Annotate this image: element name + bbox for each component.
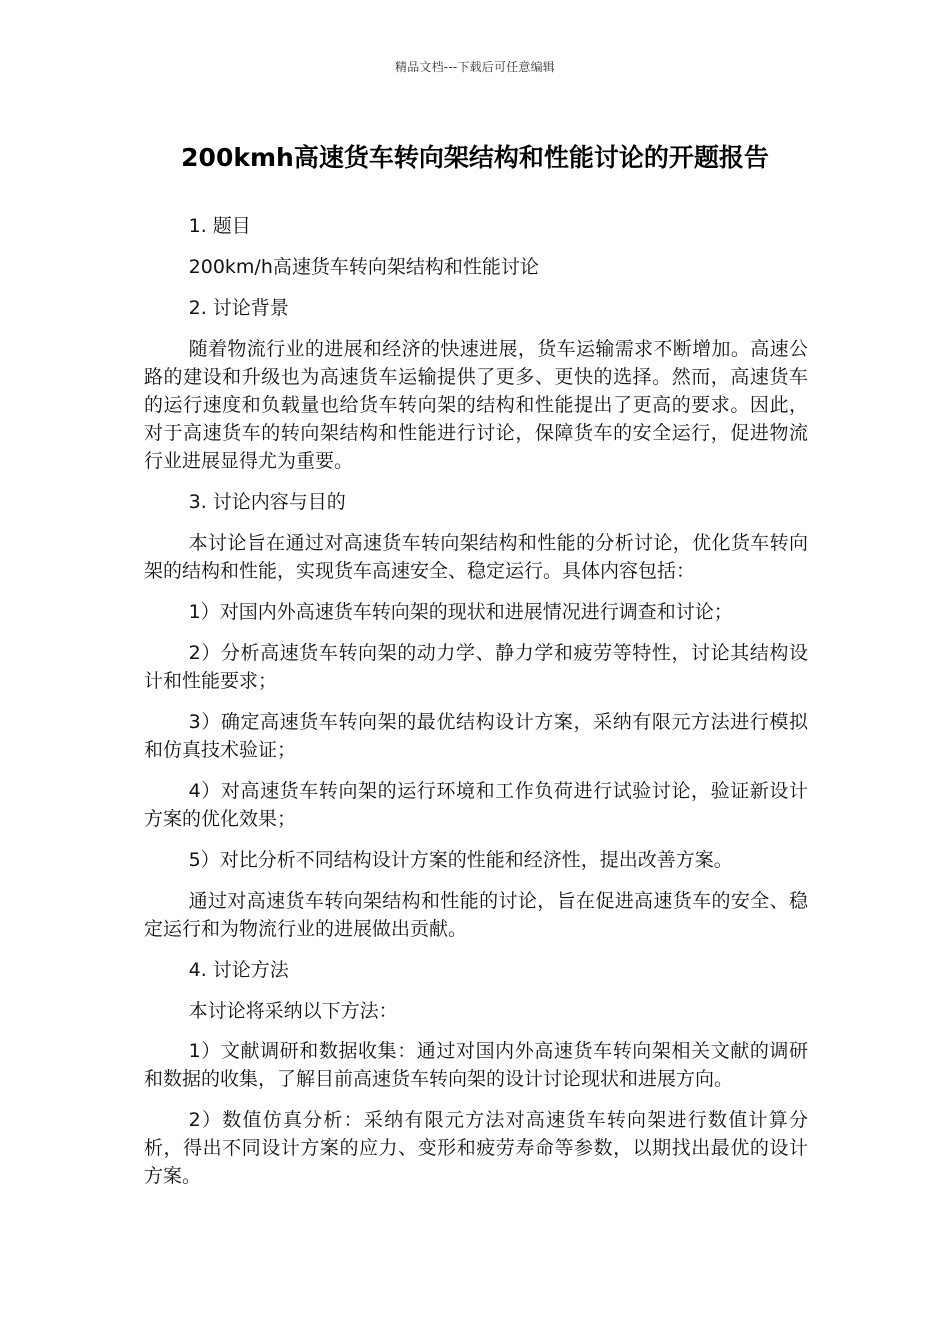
- content-item-3: 3）确定高速货车转向架的最优结构设计方案，采纳有限元方法进行模拟和仿真技术验证；: [144, 711, 808, 761]
- content-item-1: 1）对国内外高速货车转向架的现状和进展情况进行调查和讨论；: [188, 601, 733, 623]
- method-item-2: 2）数值仿真分析：采纳有限元方法对高速货车转向架进行数值计算分析，得出不同设计方案的应力、变形和疲劳寿命等参数，以期找出最优的设计方案。: [144, 1109, 808, 1187]
- section-heading-content: 3. 讨论内容与目的: [188, 491, 346, 513]
- topic-text: 200km/h高速货车转向架结构和性能讨论: [188, 256, 539, 278]
- content-item-4: 4）对高速货车转向架的运行环境和工作负荷进行试验讨论，验证新设计方案的优化效果；: [144, 780, 808, 830]
- section-heading-topic: 1. 题目: [188, 215, 251, 237]
- content-summary-paragraph: 通过对高速货车转向架结构和性能的讨论，旨在促进高速货车的安全、稳定运行和为物流行业的进展做出贡献。: [144, 890, 808, 940]
- content-intro-paragraph: 本讨论旨在通过对高速货车转向架结构和性能的分析讨论，优化货车转向架的结构和性能，实现货车高速安全、稳定运行。具体内容包括：: [144, 532, 808, 582]
- document-title: 200kmh高速货车转向架结构和性能讨论的开题报告: [181, 143, 769, 172]
- content-item-2: 2）分析高速货车转向架的动力学、静力学和疲劳等特性，讨论其结构设计和性能要求；: [144, 642, 808, 692]
- method-item-1: 1）文献调研和数据收集：通过对国内外高速货车转向架相关文献的调研和数据的收集，了解目前高速货车转向架的设计讨论现状和进展方向。: [144, 1040, 808, 1090]
- document-body: [144, 212, 808, 1203]
- section-heading-background: 2. 讨论背景: [188, 297, 289, 319]
- header-note: 精品文档---下载后可任意编辑: [395, 60, 555, 74]
- content-item-5: 5）对比分析不同结构设计方案的性能和经济性，提出改善方案。: [188, 849, 733, 871]
- section-heading-method: 4. 讨论方法: [188, 959, 289, 981]
- method-intro: 本讨论将采纳以下方法：: [188, 1000, 398, 1022]
- background-paragraph: 随着物流行业的进展和经济的快速进展，货车运输需求不断增加。高速公路的建设和升级也为高速货车运输提供了更多、更快的选择。然而，高速货车的运行速度和负载量也给货车转向架的结构和性能提出了更高的要求。因此，对于高速货车的转向架结构和性能进行讨论，保障货车的安全运行，促进物流行业进展显得尤为重要。: [144, 338, 808, 472]
